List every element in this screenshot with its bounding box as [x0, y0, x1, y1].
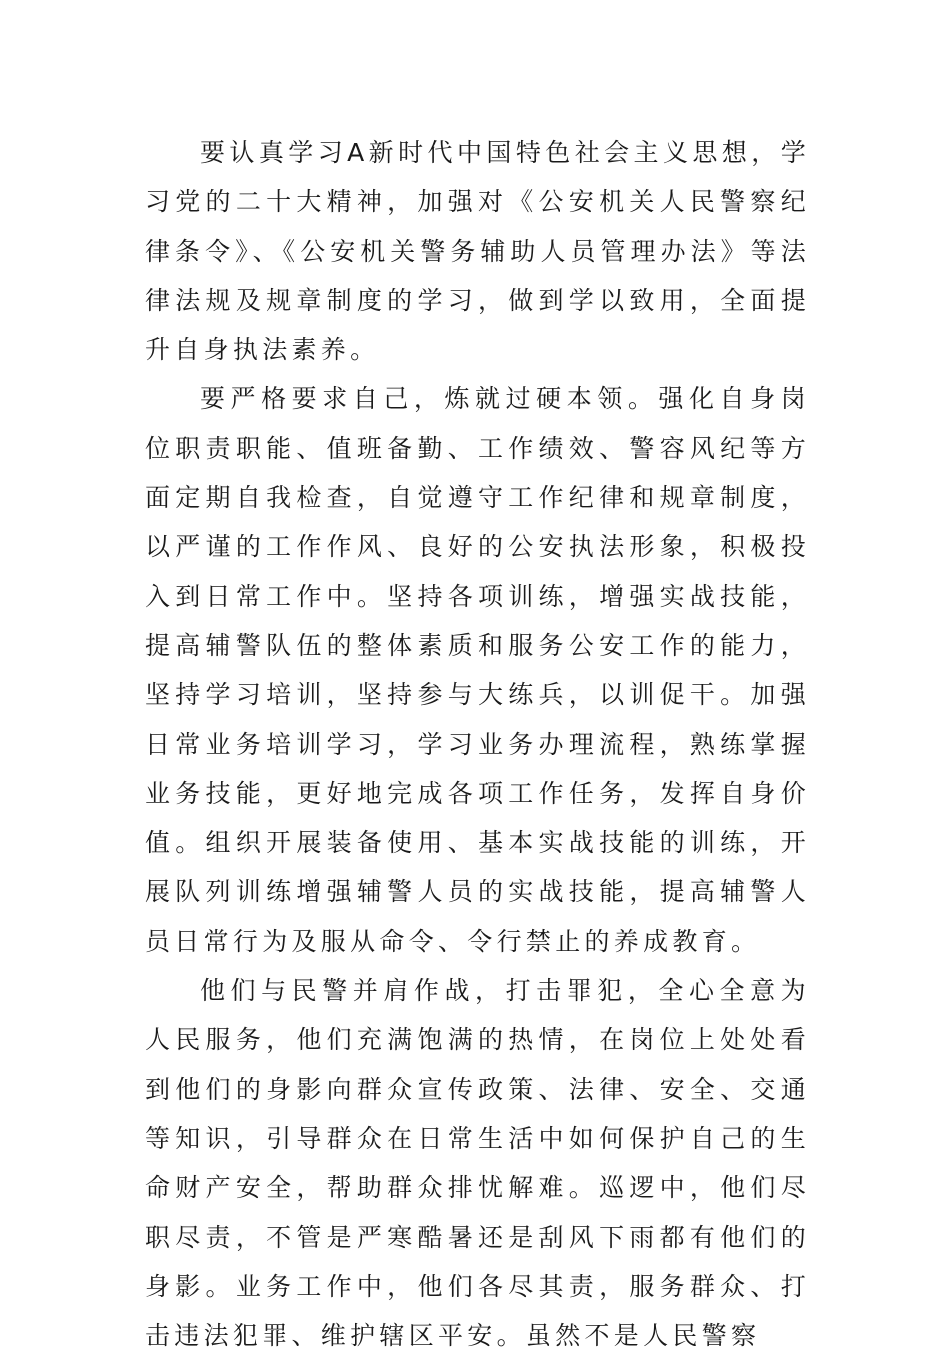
- paragraph-service: 他们与民警并肩作战，打击罪犯，全心全意为人民服务，他们充满饱满的热情，在岗位上处处看到他们的身影向群众宣传政策、法律、安全、交通等知识，引导群众在日常生活中如何保护自己的生命财产安全，帮助群众排忧解难。巡逻中，他们尽职尽责，不管是严寒酷暑还是刮风下雨都有他们的身影。业务工作中，他们各尽其责，服务群众、打击违法犯罪、维护辖区平安。虽然不是人民警察: [145, 976, 810, 1351]
- paragraph-self-discipline: 要严格要求自己，炼就过硬本领。强化自身岗位职责职能、值班备勤、工作绩效、警容风纪等方面定期自我检查，自觉遵守工作纪律和规章制度，以严谨的工作作风、良好的公安执法形象，积极投入到日常工作中。坚持各项训练，增强实战技能，提高辅警队伍的整体素质和服务公安工作的能力，坚持学习培训，坚持参与大练兵，以训促干。加强日常业务培训学习，学习业务办理流程，熟练掌握业务技能，更好地完成各项工作任务，发挥自身价值。组织开展装备使用、基本实战技能的训练，开展队列训练增强辅警人员的实战技能，提高辅警人员日常行为及服从命令、令行禁止的养成教育。: [145, 384, 810, 956]
- paragraph-study: 要认真学习A新时代中国特色社会主义思想，学习党的二十大精神，加强对《公安机关人民警察纪律条令》、《公安机关警务辅助人员管理办法》等法律法规及规章制度的学习，做到学以致用，全面提升自身执法素养。: [145, 138, 810, 365]
- document-body: [145, 128, 810, 1360]
